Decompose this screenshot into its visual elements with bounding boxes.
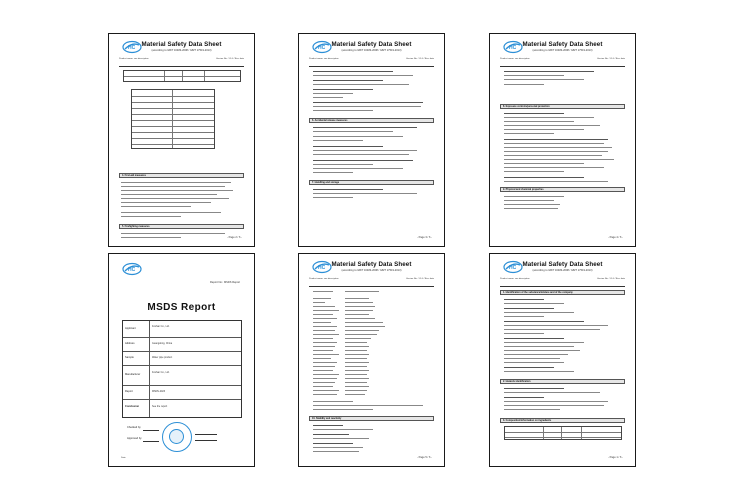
msds-report-cover xyxy=(108,253,255,467)
report-info-table xyxy=(122,320,242,418)
report-number: Report No.: MSDS Report xyxy=(210,281,240,284)
property-table xyxy=(131,89,215,149)
section-header: 10. Stability and reactivity xyxy=(309,416,434,421)
page-subtitle: (according to GB/T 16483-2008 / GB/T 17519-2013) xyxy=(341,49,402,52)
page-subtitle: (according to GB/T 16483-2008 / GB/T 17519-2013) xyxy=(341,269,402,272)
page-header: Product name: see description Version No.: V1.0 / Rev. date xyxy=(119,58,244,60)
report-row-value: Water pipe product xyxy=(152,356,173,359)
svg-text:HC: HC xyxy=(318,45,326,51)
svg-text:HC: HC xyxy=(128,267,136,273)
page-title: Material Safety Data Sheet xyxy=(522,261,603,268)
report-row-label: Manufacturer xyxy=(125,373,141,376)
msds-page-1 xyxy=(489,253,636,467)
report-footer: Date xyxy=(121,457,126,459)
section-header: 4. First-aid measures xyxy=(119,173,244,178)
section-header: 8. Exposure controls/personal protection xyxy=(500,104,625,109)
checked-by-label: Checked by xyxy=(127,426,141,429)
section-header: 1. Identification of the substance/mixture and of the company xyxy=(500,290,625,295)
report-row-label: Applicant xyxy=(125,327,136,330)
msds-page-5 xyxy=(298,253,445,467)
section-header: 6. Accidental release measures xyxy=(309,118,434,123)
page-number: - Page 2 / 6 - xyxy=(227,236,242,239)
page-header: Product name: see description Version No.: V1.0 / Rev. date xyxy=(500,58,625,60)
section-header: 9. Physical and chemical properties xyxy=(500,187,625,192)
report-row-value: Foshan Co., Ltd. xyxy=(152,371,170,374)
svg-text:HC: HC xyxy=(509,45,517,51)
section-header: 5. Firefighting measures xyxy=(119,224,244,229)
section-header: 3. Composition/information on ingredients xyxy=(500,418,625,423)
report-title: MSDS Report xyxy=(147,302,216,313)
report-row-value: Guangdong, China xyxy=(152,342,173,345)
svg-text:HC: HC xyxy=(509,265,517,271)
report-row-value: See the report xyxy=(152,405,168,408)
page-subtitle: (according to GB/T 16483-2008 / GB/T 17519-2013) xyxy=(532,269,593,272)
report-row-value: Foshan Co., Ltd. xyxy=(152,325,170,328)
msds-page-2 xyxy=(108,33,255,247)
page-header: Product name: see description Version No.: V1.0 / Rev. date xyxy=(500,278,625,280)
page-subtitle: (according to GB/T 16483-2008 / GB/T 17519-2013) xyxy=(532,49,593,52)
page-number: - Page 3 / 6 - xyxy=(417,236,432,239)
composition-table xyxy=(123,70,241,82)
page-header: Product name: see description Version No.: V1.0 / Rev. date xyxy=(309,58,434,60)
official-seal-icon xyxy=(162,422,192,452)
report-row-label: Sample xyxy=(125,356,134,359)
composition-table xyxy=(504,426,622,440)
page-number: - Page 4 / 6 - xyxy=(608,236,623,239)
approved-by-label: Approved by xyxy=(127,437,142,440)
page-subtitle: (according to GB/T 16483-2008 / GB/T 17519-2013) xyxy=(151,49,212,52)
report-row-label: Conclusion xyxy=(125,405,140,408)
page-number: - Page 5 / 6 - xyxy=(417,456,432,459)
report-row-label: Report xyxy=(125,390,133,393)
company-logo xyxy=(122,262,142,276)
msds-page-4 xyxy=(489,33,636,247)
page-title: Material Safety Data Sheet xyxy=(331,41,412,48)
page-title: Material Safety Data Sheet xyxy=(522,41,603,48)
page-title: Material Safety Data Sheet xyxy=(141,41,222,48)
page-title: Material Safety Data Sheet xyxy=(331,261,412,268)
report-row-label: Address xyxy=(125,342,135,345)
header-rule xyxy=(119,66,244,67)
report-row-value: MSDS-2023 xyxy=(152,390,166,393)
page-header: Product name: see description Version No.: V1.0 / Rev. date xyxy=(309,278,434,280)
section-header: 2. Hazards identification xyxy=(500,379,625,384)
msds-page-3 xyxy=(298,33,445,247)
svg-text:HC: HC xyxy=(128,45,136,51)
page-number: - Page 1 / 6 - xyxy=(608,456,623,459)
section-header: 7. Handling and storage xyxy=(309,180,434,185)
svg-text:HC: HC xyxy=(318,265,326,271)
